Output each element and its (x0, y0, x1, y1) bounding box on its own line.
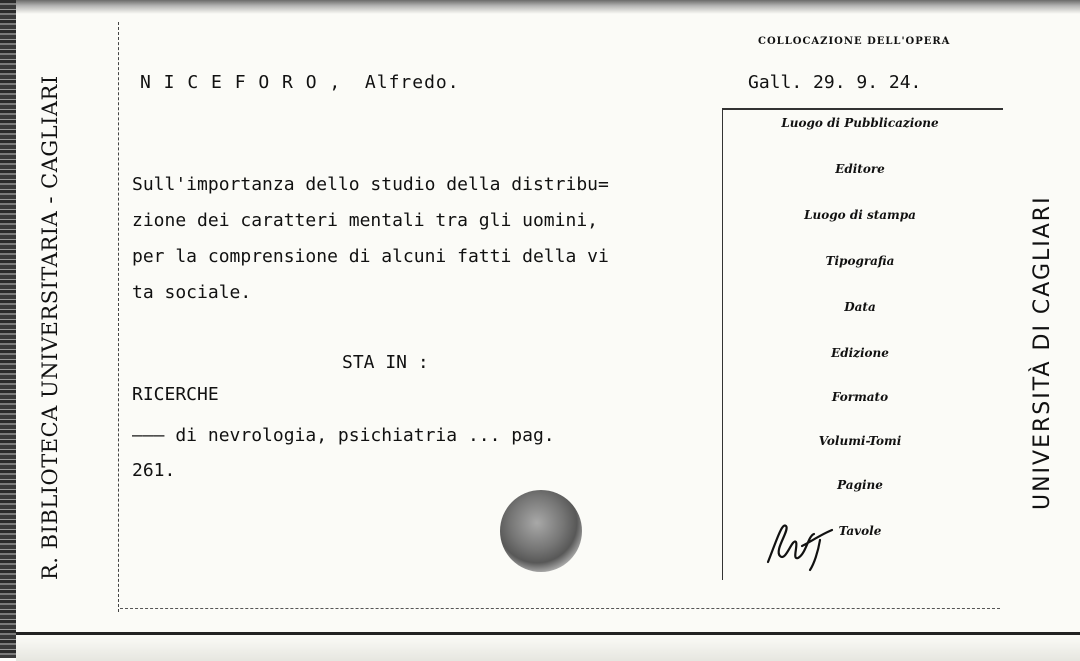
field-luogo-stampa: Luogo di stampa (804, 208, 916, 222)
series-title: RICERCHE (132, 384, 219, 405)
left-margin-rule (118, 22, 119, 612)
university-margin-label: UNIVERSITÀ DI CAGLIARI (1030, 195, 1055, 510)
field-formato: Formato (831, 390, 889, 404)
library-margin-label: R. BIBLIOTECA UNIVERSITARIA - CAGLIARI (38, 75, 62, 580)
title-line-3: per la comprensione di alcuni fatti della vi (132, 246, 609, 267)
card-bottom-edge (16, 632, 1080, 661)
field-pagine: Pagine (837, 478, 883, 492)
author-name: N I C E F O R O , Alfredo. (140, 72, 460, 93)
field-luogo-pubblicazione: Luogo di Pubblicazione (781, 116, 939, 130)
field-tavole: Tavole (838, 524, 882, 538)
shelf-mark: Gall. 29. 9. 24. (748, 72, 922, 93)
title-line-1: Sull'importanza dello studio della distribu= (132, 174, 609, 195)
library-stamp (500, 490, 582, 572)
page-number: 261. (132, 460, 176, 481)
publication-fields-box (722, 108, 1003, 580)
handwritten-signature (762, 512, 842, 572)
title-line-2: zione dei caratteri mentali tra gli uomini, (132, 210, 598, 231)
field-tipografia: Tipografia (825, 254, 895, 268)
field-edizione: Edizione (831, 346, 889, 360)
field-volumi-tomi: Volumi-Tomi (818, 434, 902, 448)
card-left-edge (0, 0, 16, 658)
collocazione-label: COLLOCAZIONE DELL'OPERA (758, 36, 951, 47)
title-line-4: ta sociale. (132, 282, 252, 303)
bottom-rule (120, 608, 1000, 609)
field-data: Data (844, 300, 876, 314)
card-top-edge (16, 0, 1080, 14)
series-subtitle: ——— di nevrologia, psichiatria ... pag. (132, 425, 555, 446)
field-editore: Editore (835, 162, 885, 176)
sta-in-label: STA IN : (342, 352, 429, 373)
